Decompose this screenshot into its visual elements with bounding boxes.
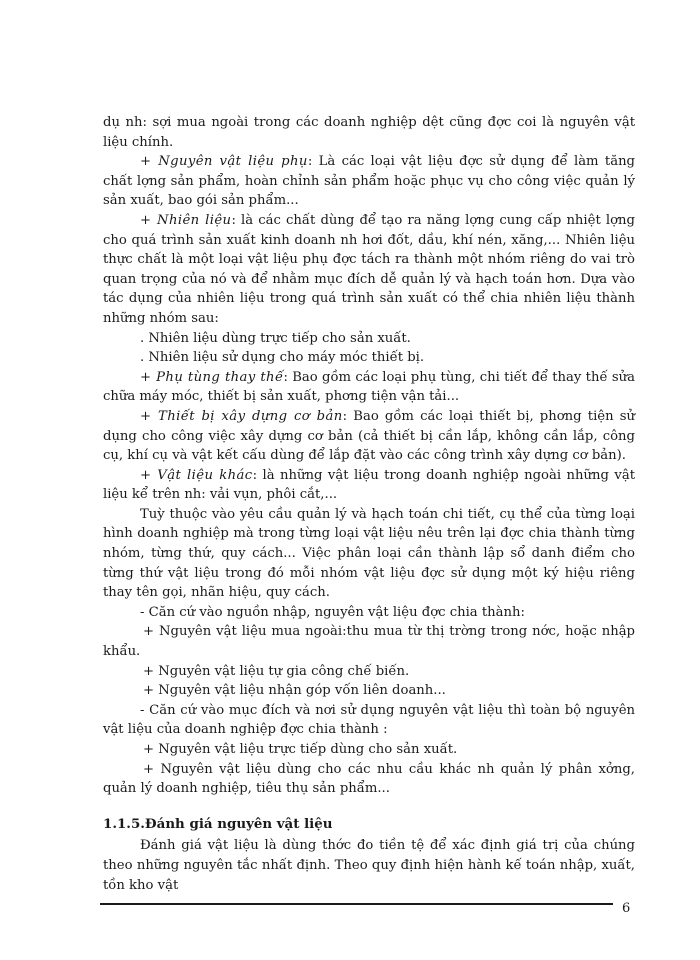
term: + Thiết bị xây dựng cơ bản xyxy=(140,408,343,424)
body-text xyxy=(103,113,635,895)
list-item: + Nguyên vật liệu trực tiếp dùng cho sản xuất. xyxy=(143,742,458,757)
paragraph: Tuỳ thuộc vào yêu cầu quản lý và hạch toán chi tiết, cụ thể của từng loại hình doanh nghiệp mà trong từng loại vật liệu nêu trên lại đợc chia thành từng nhóm, từng thứ, quy cách... Việc phân loại cần thành lập sổ danh điểm cho từng thứ vật liệu trong đó mỗi nhóm vật liệu đợc sử dụng một ký hiệu riêng thay tên gọi, nhãn hiệu, quy cách. xyxy=(103,506,635,601)
paragraph xyxy=(103,466,635,505)
definition: : Là các loại vật liệu đợc sử dụng để làm tăng chất lợng sản phẩm, hoàn chỉnh sản phẩm hoặc phục vụ cho công việc quản lý sản xuất, bao gói sản phẩm... xyxy=(103,154,636,209)
paragraph xyxy=(103,368,635,407)
list-item: + Nguyên vật liệu tự gia công chế biến. xyxy=(143,663,410,679)
definition: : là các chất dùng để tạo ra năng lợng cung cấp nhiệt lợng cho quá trình sản xuất kinh doanh nh hơi đốt, dầu, khí nén, xăng,... Nhiên liệu thực chất là một loại vật liệu phụ đợc tách ra thành một nhóm riêng do vai trò quan trọng của nó và để nhằm mục đích dễ quản lý và hạch toán hơn. Dựa vào tác dụng của nhiên liệu trong quá trình sản xuất có thể chia nhiên liệu thành những nhóm sau: xyxy=(103,212,635,326)
paragraph xyxy=(103,211,635,329)
list-item: + Nguyên vật liệu mua ngoài:thu mua từ thị trờng trong nớc, hoặc nhập khẩu. xyxy=(103,624,635,660)
paragraph xyxy=(103,152,635,211)
list-item: . Nhiên liệu dùng trực tiếp cho sản xuất. xyxy=(140,330,411,346)
paragraph: Đánh giá vật liệu là dùng thớc đo tiền tệ để xác định giá trị của chúng theo những nguyên tắc nhất định. Theo quy định hiện hành kế toán nhập, xuất, tồn kho vật xyxy=(103,838,635,893)
list-item: . Nhiên liệu sử dụng cho máy móc thiết bị. xyxy=(140,350,425,366)
term: + Nhiên liệu xyxy=(140,212,232,228)
list-item: - Căn cứ vào nguồn nhập, nguyên vật liệu đợc chia thành: xyxy=(140,604,525,620)
term: + Nguyên vật liệu phụ xyxy=(140,154,308,170)
list-item: + Nguyên vật liệu nhận góp vốn liên doanh... xyxy=(143,683,446,699)
definition: : là những vật liệu trong doanh nghiệp ngoài những vật liệu kể trên nh: vải vụn, phôi cắt,... xyxy=(103,467,635,503)
list-item: + Nguyên vật liệu dùng cho các nhu cầu khác nh quản lý phân xởng, quản lý doanh nghiệp, tiêu thụ sản phẩm... xyxy=(103,761,635,797)
paragraph: dụ nh: sợi mua ngoài trong các doanh nghiệp dệt cũng đợc coi là nguyên vật liệu chính. xyxy=(103,115,635,150)
paragraph xyxy=(103,407,635,466)
footer-divider xyxy=(100,903,613,905)
term: + Vật liệu khác xyxy=(140,467,253,483)
term: + Phụ tùng thay thế xyxy=(140,369,284,385)
list-item: - Căn cứ vào mục đích và nơi sử dụng nguyên vật liệu thì toàn bộ nguyên vật liệu của doanh nghiệp đợc chia thành : xyxy=(103,702,635,738)
section-heading: 1.1.5.Đánh giá nguyên vật liệu xyxy=(103,815,333,832)
page-number: 6 xyxy=(622,901,631,916)
definition: : Bao gồm các loại phụ tùng, chi tiết để thay thế sửa chữa máy móc, thiết bị sản xuất, phơng tiện vận tải... xyxy=(103,369,635,405)
definition: : Bao gồm các loại thiết bị, phơng tiện sử dụng cho công việc xây dựng cơ bản (cả thiết bị cần lắp, không cần lắp, công cụ, khí cụ và vật kết cấu dùng để lắp đặt vào các công trình xây dựng cơ bản). xyxy=(103,408,635,464)
